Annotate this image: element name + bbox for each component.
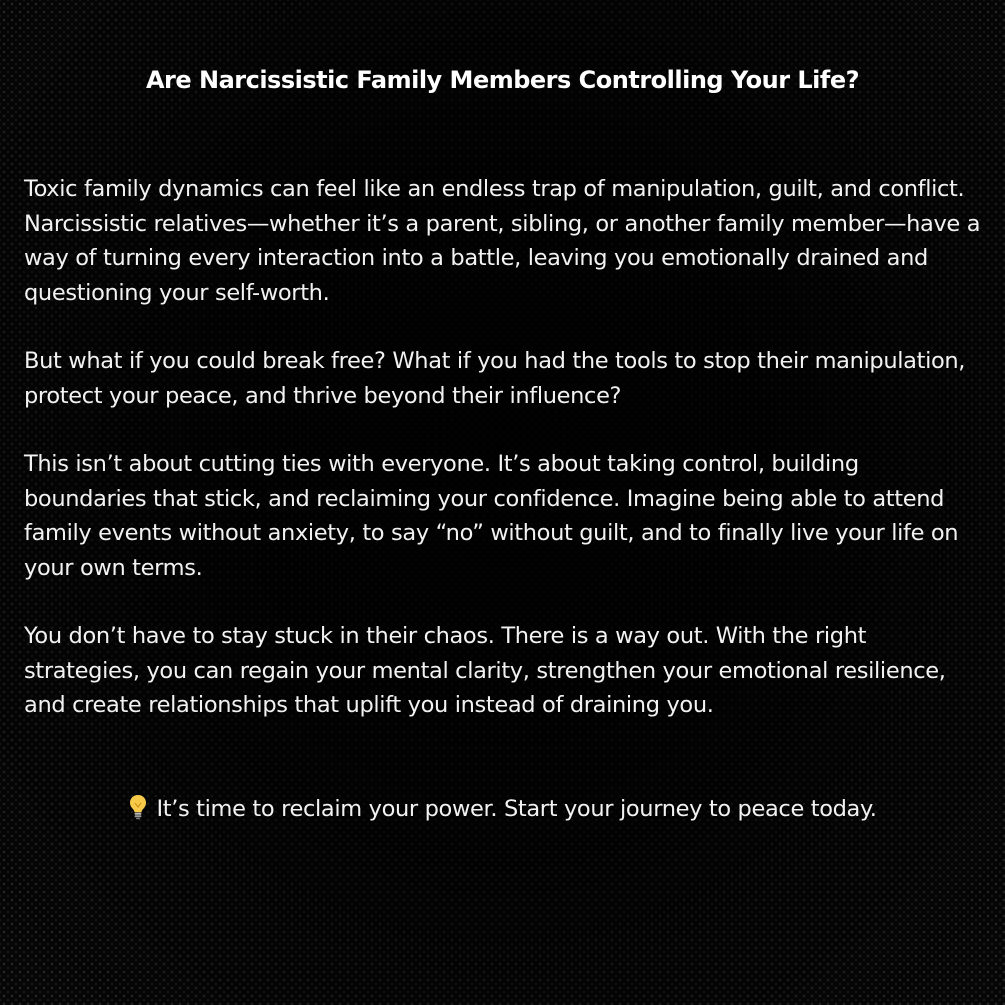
paragraph-intro: Toxic family dynamics can feel like an endless trap of manipulation, guilt, and conflict. Narcissistic relatives—whether it’s a parent, sibling, or another family member—have a way of turning every interaction into a battle, leaving you emotionally drained and questioning your self-worth. [24, 176, 981, 306]
article-body [24, 172, 984, 757]
cta-text: It’s time to reclaim your power. Start your journey to peace today. [156, 796, 877, 822]
paragraph-way-out: You don’t have to stay stuck in their chaos. There is a way out. With the right strategies, you can regain your mental clarity, strengthen your emotional resilience, and create relationships that uplift you instead of draining you. [24, 623, 946, 718]
paragraph-boundaries: This isn’t about cutting ties with everyone. It’s about taking control, building boundaries that stick, and reclaiming your confidence. Imagine being able to attend family events without anxiety, to say “no” without guilt, and to finally live your life on your own terms. [24, 451, 959, 581]
page-title: Are Narcissistic Family Members Controlling Your Life? [145, 66, 860, 94]
lightbulb-icon [128, 794, 148, 820]
paragraph-question: But what if you could break free? What if you had the tools to stop their manipulation, protect your peace, and thrive beyond their influence? [24, 348, 966, 409]
call-to-action [0, 792, 1005, 826]
